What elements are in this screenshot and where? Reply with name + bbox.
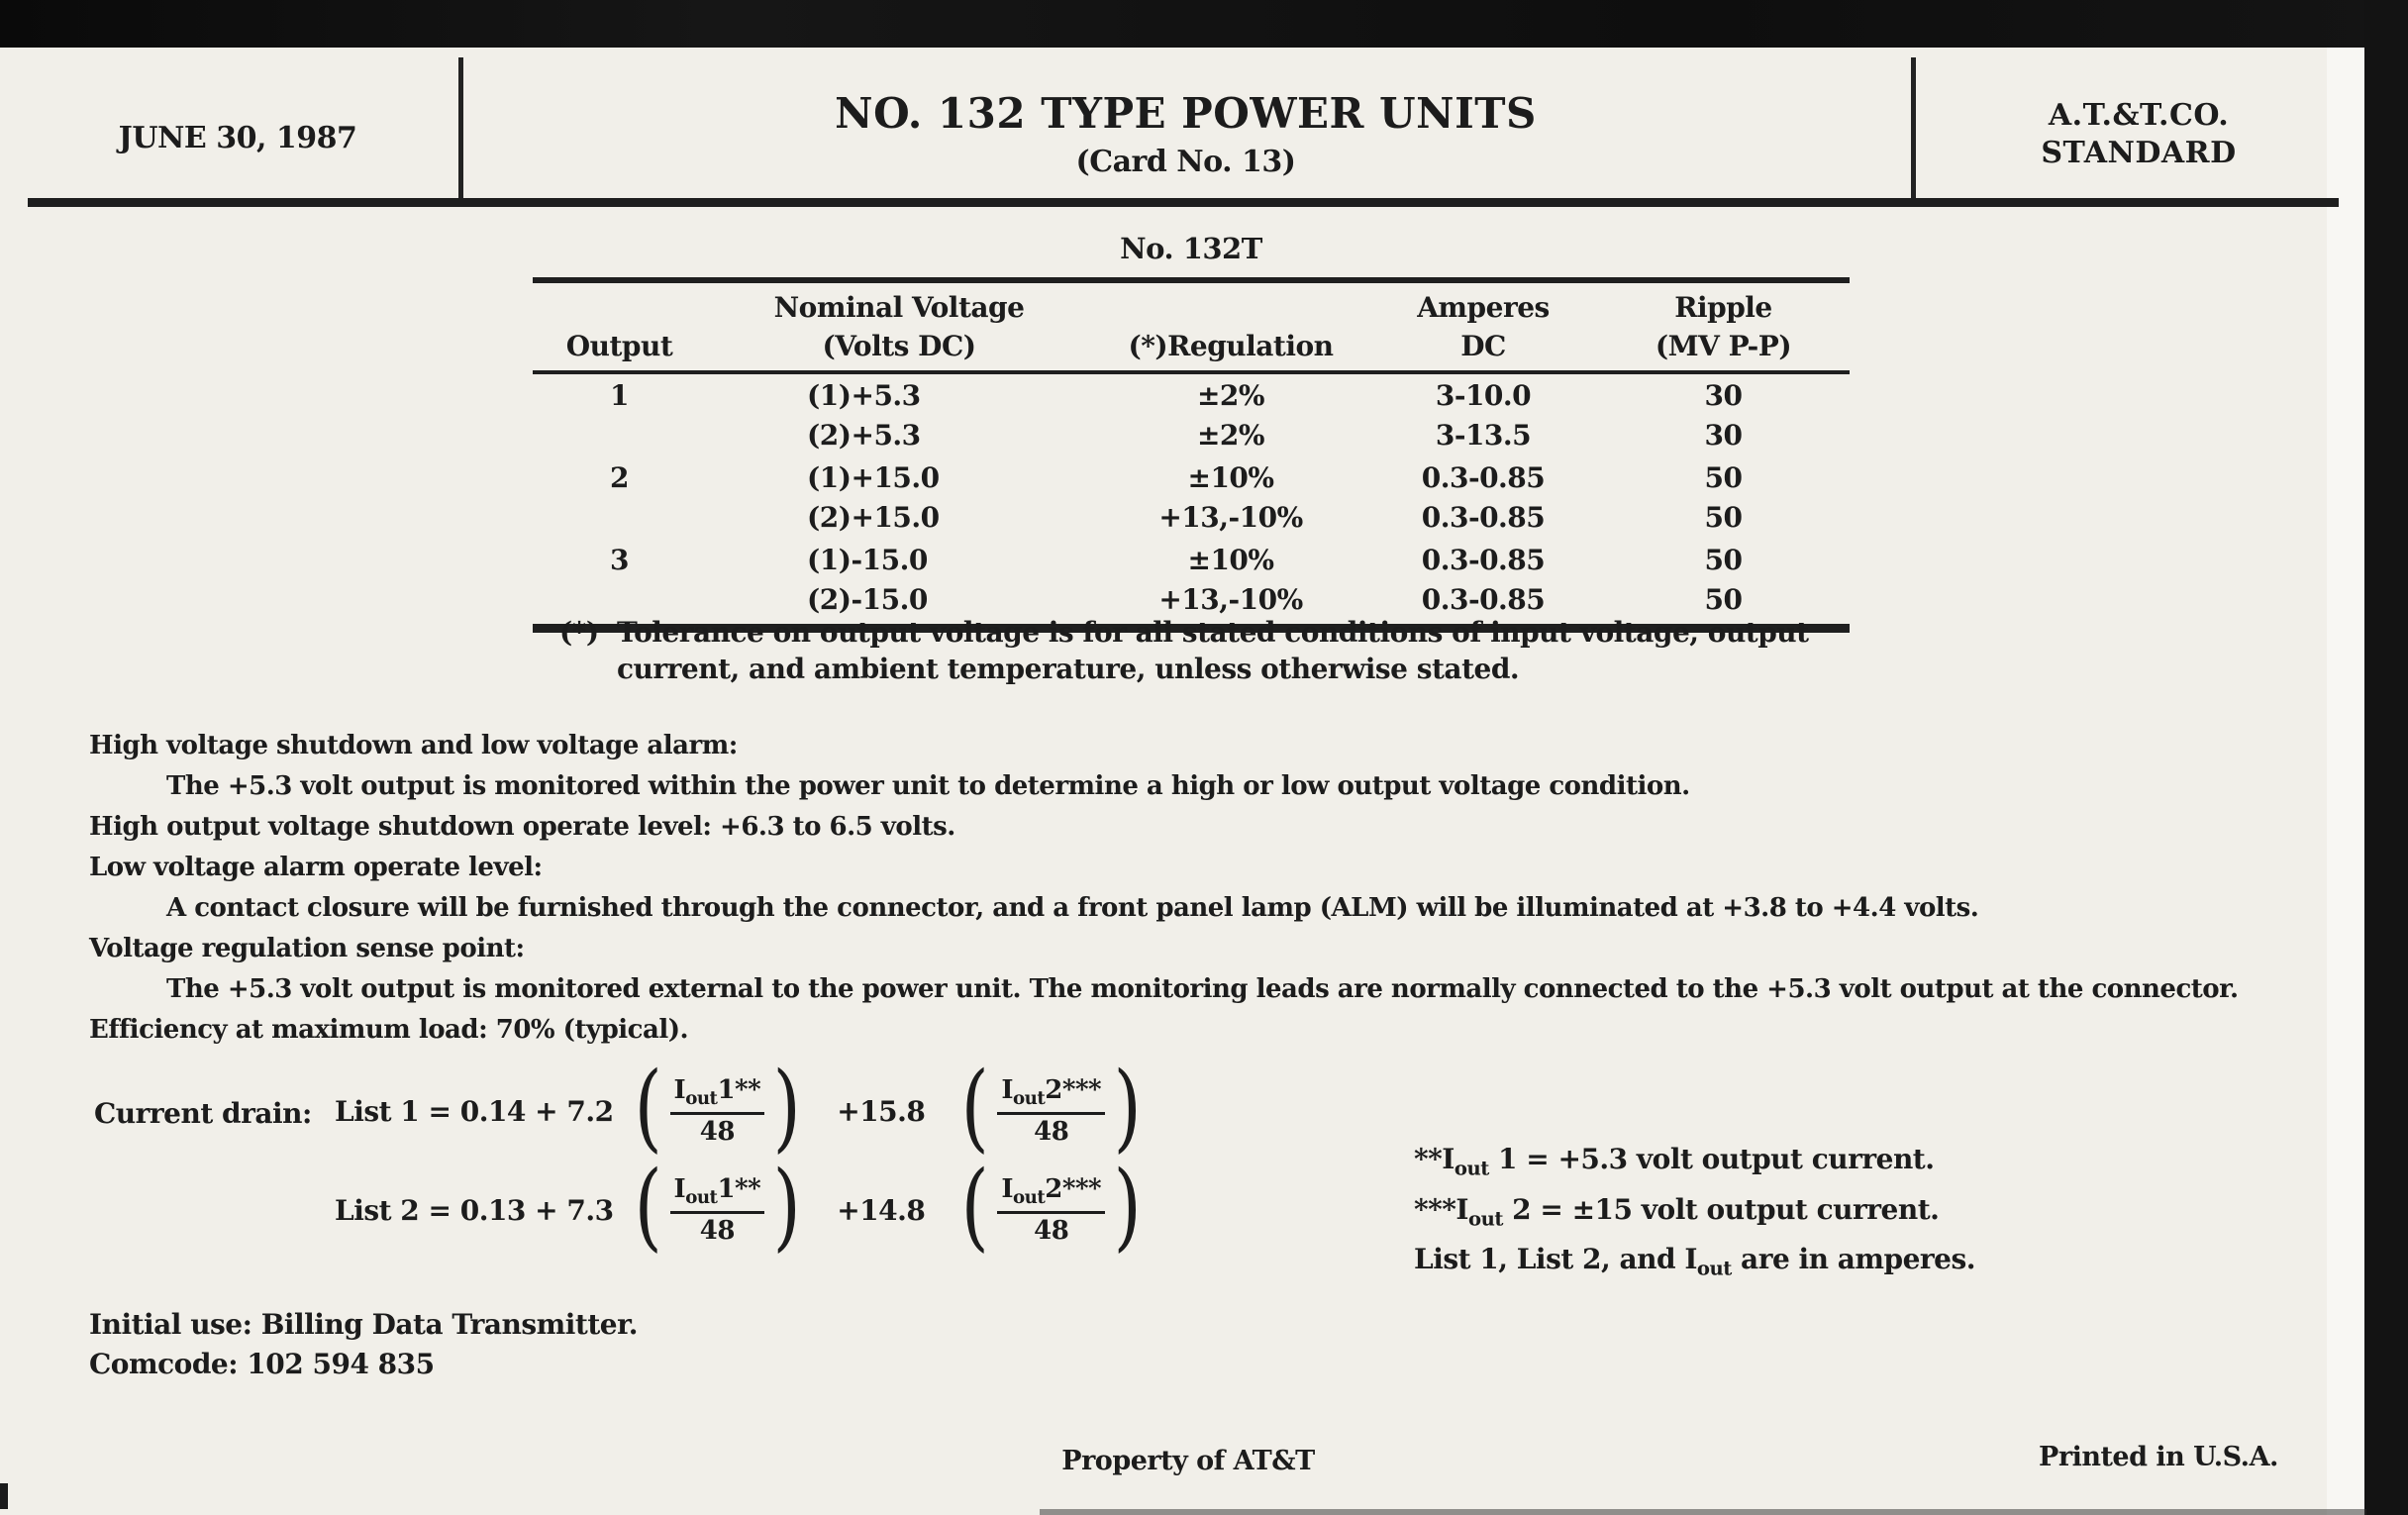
fraction-numerator: $I_{out}1**$ bbox=[670, 1075, 765, 1114]
formula-lead: List 1 = 0.14 + 7.2 bbox=[335, 1094, 614, 1128]
formula-list-1: List 1 = 0.14 + 7.2 ( $\frac{I_{out}1**}{48}$ ) +15.8 ( $\frac{I_{out}2***}{48}$ ) bbox=[335, 1052, 1142, 1162]
col-header: Output bbox=[565, 330, 673, 362]
scan-top-border bbox=[0, 0, 2408, 48]
cell-regulation: ±2% bbox=[1196, 378, 1265, 412]
bottom-info bbox=[89, 1305, 638, 1384]
body-line: The +5.3 volt output is monitored external to the power unit. The monitoring leads are normally connected to the +5.3 volt output at the connector. bbox=[166, 974, 2239, 1004]
org-line-1: A.T.&T.CO. bbox=[2048, 98, 2230, 133]
cell-amperes: 0.3-0.85 bbox=[1421, 500, 1546, 534]
fraction-denominator: 48 bbox=[1034, 1116, 1069, 1147]
cell-output: 1 bbox=[610, 378, 629, 412]
formula-list-2: List 2 = 0.13 + 7.3 ( $\frac{I_{out}1**}{48}$ ) +14.8 ( $\frac{I_{out}2***}{48}$ ) bbox=[335, 1151, 1142, 1262]
cell-regulation: +13,-10% bbox=[1158, 582, 1303, 616]
formula-lead: List 2 = 0.13 + 7.3 bbox=[335, 1193, 614, 1227]
footnote-line: Tolerance on output voltage is for all stated conditions of input voltage, output bbox=[617, 616, 1809, 649]
table-header-row-2 bbox=[533, 323, 1850, 362]
cell-ripple: 30 bbox=[1704, 418, 1743, 452]
col-header: (MV P-P) bbox=[1655, 330, 1792, 362]
cell-regulation: ±10% bbox=[1187, 543, 1274, 576]
cell-voltage: (1)+5.3 bbox=[807, 378, 921, 412]
formula-notes bbox=[1414, 1139, 1975, 1289]
formula-mid-term: +15.8 bbox=[837, 1094, 926, 1128]
cell-amperes: 0.3-0.85 bbox=[1421, 543, 1546, 576]
cell-regulation: ±2% bbox=[1196, 418, 1265, 452]
table-row bbox=[533, 456, 1850, 496]
footnote-line: current, and ambient temperature, unless otherwise stated. bbox=[617, 653, 1520, 685]
table-row bbox=[533, 374, 1850, 414]
spec-table bbox=[533, 277, 1850, 633]
note-line: $***I_{out}$ 2 = ±15 volt output current. bbox=[1414, 1192, 1940, 1231]
table-header-row-1 bbox=[533, 283, 1850, 323]
col-header: (*)Regulation bbox=[1128, 330, 1334, 362]
page-subtitle: (Card No. 13) bbox=[1075, 145, 1296, 179]
cell-ripple: 50 bbox=[1704, 543, 1743, 576]
col-header: (Volts DC) bbox=[822, 330, 976, 362]
footer-printed: Printed in U.S.A. bbox=[2039, 1442, 2278, 1472]
cell-voltage: (1)-15.0 bbox=[807, 543, 928, 576]
table-caption: No. 132T bbox=[1120, 232, 1262, 265]
cell-ripple: 50 bbox=[1704, 460, 1743, 494]
body-line: High output voltage shutdown operate level: +6.3 to 6.5 volts. bbox=[89, 812, 955, 842]
col-header: Nominal Voltage bbox=[773, 291, 1025, 324]
cell-amperes: 3-13.5 bbox=[1435, 418, 1532, 452]
footnote-marker: (*) bbox=[559, 616, 599, 649]
formula-mid-term: +14.8 bbox=[837, 1193, 926, 1227]
fraction bbox=[997, 1174, 1105, 1245]
fraction-numerator: $I_{out}2***$ bbox=[997, 1075, 1105, 1114]
header-org-block bbox=[1916, 97, 2361, 172]
initial-use-line: Initial use: Billing Data Transmitter. bbox=[89, 1308, 639, 1341]
page-title: NO. 132 TYPE POWER UNITS bbox=[835, 89, 1537, 138]
cell-voltage: (2)+15.0 bbox=[807, 500, 940, 534]
footer-property: Property of AT&T bbox=[1061, 1446, 1315, 1476]
cell-regulation: +13,-10% bbox=[1158, 500, 1303, 534]
fraction-denominator: 48 bbox=[699, 1116, 735, 1147]
fraction-denominator: 48 bbox=[1034, 1215, 1069, 1246]
cell-ripple: 30 bbox=[1704, 378, 1743, 412]
cell-output: 2 bbox=[610, 460, 629, 494]
cell-voltage: (2)+5.3 bbox=[807, 418, 921, 452]
cell-amperes: 3-10.0 bbox=[1435, 378, 1532, 412]
col-header: Amperes bbox=[1417, 291, 1550, 324]
cell-voltage: (1)+15.0 bbox=[807, 460, 940, 494]
scan-bottom-shadow bbox=[1040, 1509, 2366, 1515]
cell-ripple: 50 bbox=[1704, 582, 1743, 616]
header-date: JUNE 30, 1987 bbox=[118, 121, 357, 155]
fraction-numerator: $I_{out}1**$ bbox=[670, 1174, 765, 1213]
body-line: Efficiency at maximum load: 70% (typical). bbox=[89, 1015, 689, 1045]
col-header: Ripple bbox=[1674, 291, 1772, 324]
scan-right-border bbox=[2364, 0, 2408, 1515]
fraction-denominator: 48 bbox=[699, 1215, 735, 1246]
table-row bbox=[533, 539, 1850, 578]
fraction-numerator: $I_{out}2***$ bbox=[997, 1174, 1105, 1213]
body-text bbox=[89, 726, 2357, 1051]
cell-voltage: (2)-15.0 bbox=[807, 582, 928, 616]
header-rule bbox=[28, 198, 2339, 207]
current-drain-label: Current drain: bbox=[94, 1097, 312, 1130]
comcode-line: Comcode: 102 594 835 bbox=[89, 1348, 435, 1380]
fraction bbox=[670, 1075, 765, 1146]
body-line: Low voltage alarm operate level: bbox=[89, 853, 543, 882]
note-line: List 1, List 2, and $I_{out}$ are in amperes. bbox=[1414, 1243, 1975, 1280]
cell-ripple: 50 bbox=[1704, 500, 1743, 534]
body-line: Voltage regulation sense point: bbox=[89, 934, 525, 963]
cell-amperes: 0.3-0.85 bbox=[1421, 582, 1546, 616]
table-row bbox=[533, 578, 1850, 618]
table-row bbox=[533, 414, 1850, 454]
footnote-text bbox=[617, 614, 1809, 687]
table-footnote bbox=[559, 614, 1809, 687]
cell-output: 3 bbox=[610, 543, 629, 576]
body-line: High voltage shutdown and low voltage alarm: bbox=[89, 731, 738, 760]
body-line: The +5.3 volt output is monitored within the power unit to determine a high or low output voltage condition. bbox=[166, 771, 1690, 801]
body-line: A contact closure will be furnished through the connector, and a front panel lamp (ALM) will be illuminated at +3.8 to +4.4 volts. bbox=[166, 893, 1979, 923]
org-line-2: STANDARD bbox=[2041, 136, 2237, 170]
cell-amperes: 0.3-0.85 bbox=[1421, 460, 1546, 494]
cell-regulation: ±10% bbox=[1187, 460, 1274, 494]
fraction bbox=[670, 1174, 765, 1245]
table-row bbox=[533, 496, 1850, 536]
scan-left-mark bbox=[0, 1483, 8, 1509]
fraction bbox=[997, 1075, 1105, 1146]
note-line: $**I_{out}$ 1 = +5.3 volt output current. bbox=[1414, 1143, 1935, 1180]
col-header: DC bbox=[1460, 330, 1506, 362]
